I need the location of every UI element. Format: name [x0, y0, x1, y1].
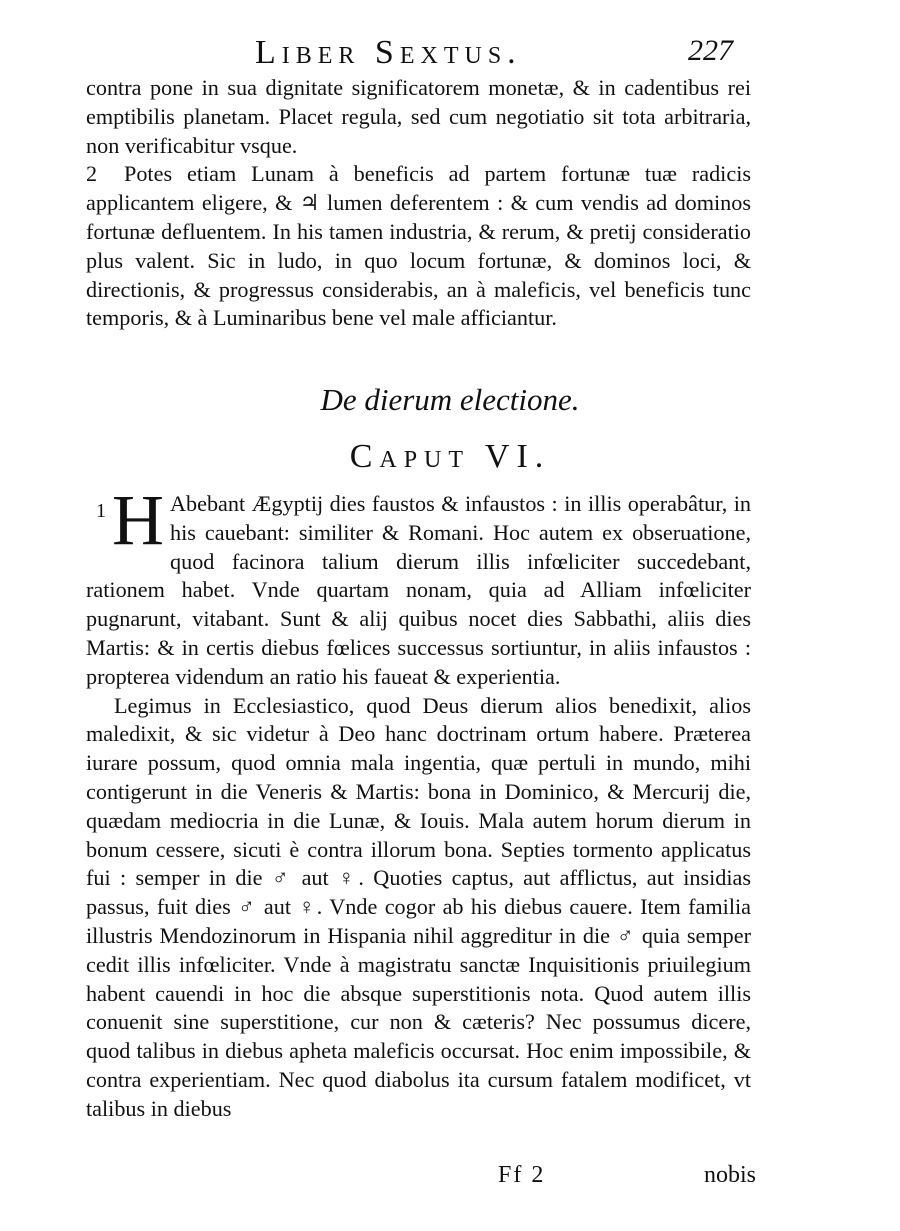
dropcap-initial: H	[112, 480, 164, 560]
page-number: 227	[688, 34, 733, 67]
paragraph-2-number: 2	[86, 161, 98, 187]
catchword: nobis	[704, 1162, 757, 1188]
running-title: Liber Sextus.	[255, 34, 522, 71]
paragraph-2-text: Potes etiam Lunam à beneficis ad partem fortunæ tuæ radicis applicantem eligere, & ♃ lumen deferentem : & cum vendis ad dominos fortunæ defluentem. In his tamen industria, & rerum, & pretij consideratio plus valent. Sic in ludo, in quo locum fortunæ, & dominos loci, & directionis, & progressus considerabis, an à maleficis, vel beneficis tunc temporis, & à Luminaribus bene vel male afficiantur.	[86, 161, 751, 331]
continued-paragraph: contra pone in sua dignitate significatorem monetæ, & in cadentibus rei emptibilis planetam. Placet regula, sed cum negotiatio sit tota arbitraria, non verificabitur vsque.	[86, 75, 751, 158]
chapter-paragraph-1	[86, 480, 751, 692]
page-footer	[0, 1162, 900, 1202]
chapter-text	[86, 480, 751, 1124]
section-title: De dierum electione.	[320, 382, 580, 417]
chapter-paragraph-1-text: Abebant Ægyptij dies faustos & infaustos : in illis operabâtur, in his cauebant: similiter & Romani. Hoc autem ex obseruatione, quod facinora talium dierum illis infœliciter succedebant, rationem habet. Vnde quartam nonam, quia ad Alliam infœliciter pugnarunt, vitabant. Sunt & alij quibus nocet dies Sabbathi, aliis dies Martis: & in certis diebus fœlices successus sortiuntur, in aliis infaustos : propterea videndum an ratio his faueat & experientia.	[86, 491, 751, 689]
paragraph-2	[86, 160, 751, 333]
section-one-text	[86, 74, 751, 333]
chapter-title: Caput VI.	[349, 438, 551, 475]
signature-mark: Ff 2	[498, 1162, 546, 1188]
chapter-paragraph-2: Legimus in Ecclesiastico, quod Deus dierum alios benedixit, alios maledixit, & sic videtur à Deo hanc doctrinam ortum habere. Præterea iurare possum, quod omnia mala ingentia, quæ pertuli in mundo, mihi contigerunt in die Veneris & Martis: bona in Dominico, & Mercurij die, quædam mediocria in die Lunæ, & Iouis. Mala autem horum dierum in bonum cessere, sicuti è contra illorum bona. Septies tormento applicatus fui : semper in die ♂ aut ♀. Quoties captus, aut afflictus, aut insidias passus, fuit dies ♂ aut ♀. Vnde cogor ab his diebus cauere. Item familia illustris Mendozinorum in Hispania nihil aggreditur in die ♂ quia semper cedit illis infœliciter. Vnde à magistratu sanctæ Inquisitionis priuilegium habent cauendi in hoc die absque superstitionis nota. Quod autem illis conuenit sine superstitione, cur non & cæteris? Nec possumus dicere, quod talibus in diebus apheta maleficis occursat. Hoc enim impossibile, & contra experientiam. Nec quod diabolus ita cursum fatalem modificet, vt talibus in diebus	[86, 692, 751, 1121]
chapter-paragraph-1-number: 1	[96, 500, 106, 522]
page-header	[0, 30, 900, 80]
